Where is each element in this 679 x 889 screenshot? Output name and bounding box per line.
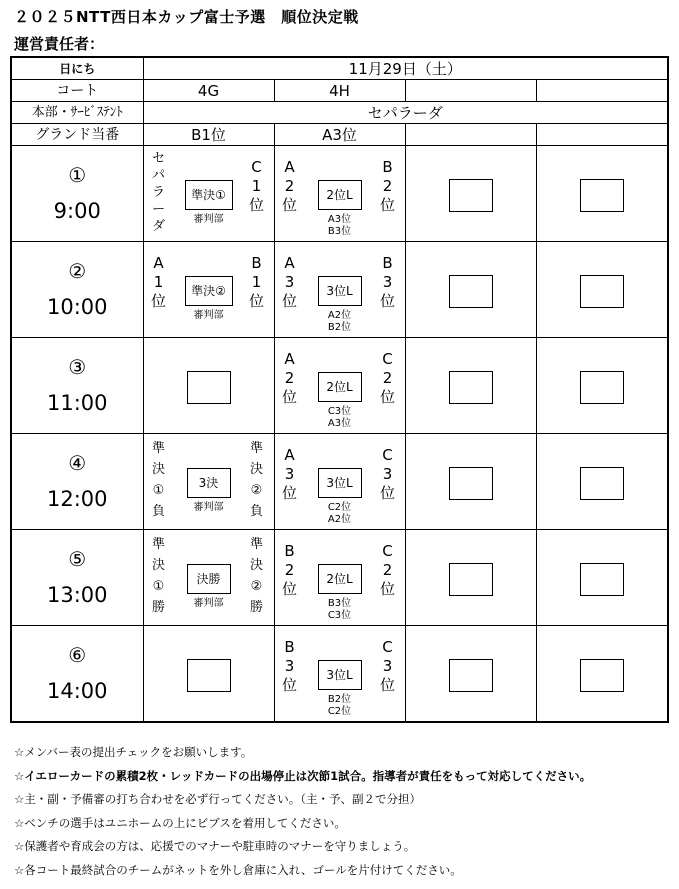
row-number: ①: [68, 162, 87, 187]
empty-court-cell: [536, 146, 668, 242]
court-4h-match: [274, 434, 405, 530]
team-left: A 2 位: [281, 350, 297, 406]
note-card-suspension: ☆イエローカードの累積2枚・レッドカードの出場停止は次節1試合。指導者が責任をもって対応してください。: [14, 768, 592, 783]
score-box: 2位L: [318, 372, 362, 402]
empty-score-box: [449, 371, 493, 404]
referee: A3位 B3位: [327, 214, 352, 237]
empty-court-cell: [536, 242, 668, 338]
match-row: [11, 530, 668, 626]
court-4g-match: [143, 530, 274, 626]
referee: C3位 A3位: [327, 406, 352, 429]
team-left: 準 決 ① 負: [151, 441, 165, 519]
referee: 審判部: [193, 214, 224, 225]
empty-court-cell: [143, 626, 274, 723]
manager-label: 運営責任者：: [14, 35, 105, 53]
ground-duty-label: グランド当番: [11, 124, 143, 146]
row-time: 10:00: [46, 294, 108, 319]
hq-label: 本部・ｻｰﾋﾞｽﾃﾝﾄ: [11, 102, 143, 124]
court-1: 4G: [143, 80, 274, 102]
note-referee-briefing: ☆主・副・予備審の打ち合わせを必ず行ってください。（主・予、副２で分担）: [14, 792, 422, 806]
match-row: [11, 626, 668, 723]
page-title: ２０２５NTT西日本カップ富士予選 順位決定戦: [14, 8, 359, 26]
score-box: 決勝: [187, 564, 231, 594]
row-time: 9:00: [53, 198, 101, 223]
empty-score-box: [580, 275, 624, 308]
score-box: 3位L: [318, 660, 362, 690]
empty-court-cell: [536, 338, 668, 434]
referee: 審判部: [193, 502, 224, 513]
empty-score-box: [580, 659, 624, 692]
note-member-list: ☆メンバー表の提出チェックをお願いします。: [14, 745, 253, 759]
score-box: 準決①: [185, 180, 233, 210]
court-4: [536, 80, 668, 102]
court-2: 4H: [274, 80, 405, 102]
empty-score-box: [187, 371, 231, 404]
ground-duty-1: B1位: [143, 124, 274, 146]
empty-court-cell: [143, 338, 274, 434]
team-left: セ パ ラ ー ダ: [151, 151, 165, 234]
team-right: B 3 位: [379, 254, 395, 310]
score-box: 2位L: [318, 564, 362, 594]
court-3: [405, 80, 536, 102]
court-label: コート: [11, 80, 143, 102]
score-box: 準決②: [185, 276, 233, 306]
row-number: ⑥: [68, 642, 87, 667]
row-label: [11, 338, 143, 434]
team-right: B 2 位: [379, 158, 395, 214]
row-time: 12:00: [46, 486, 108, 511]
row-time: 11:00: [46, 390, 108, 415]
row-number: ④: [68, 450, 87, 475]
row-time: 14:00: [46, 678, 108, 703]
empty-court-cell: [536, 626, 668, 723]
empty-score-box: [580, 371, 624, 404]
match-row: [11, 146, 668, 242]
empty-score-box: [580, 179, 624, 212]
row-label: [11, 626, 143, 723]
empty-court-cell: [405, 530, 536, 626]
score-box: 2位L: [318, 180, 362, 210]
empty-court-cell: [536, 530, 668, 626]
empty-score-box: [449, 275, 493, 308]
notes: [14, 741, 591, 882]
team-right: 準 決 ② 勝: [249, 537, 263, 615]
referee: B3位 C3位: [327, 598, 352, 621]
team-left: 準 決 ① 勝: [151, 537, 165, 615]
referee: C2位 A2位: [327, 502, 352, 525]
schedule-table: [10, 56, 669, 723]
court-4h-match: [274, 626, 405, 723]
empty-score-box: [580, 467, 624, 500]
score-box: 3位L: [318, 276, 362, 306]
empty-court-cell: [405, 434, 536, 530]
empty-court-cell: [405, 146, 536, 242]
date-value: 11月29日（土）: [143, 57, 668, 80]
empty-court-cell: [405, 242, 536, 338]
team-right: 準 決 ② 負: [249, 441, 263, 519]
score-box: 3位L: [318, 468, 362, 498]
team-right: B 1 位: [248, 254, 264, 310]
row-label: [11, 434, 143, 530]
ground-duty-2: A3位: [274, 124, 405, 146]
team-right: C 2 位: [379, 542, 395, 598]
note-bibs: ☆ベンチの選手はユニホームの上にビブスを着用してください。: [14, 815, 346, 830]
team-right: C 3 位: [379, 446, 395, 502]
note-manners: ☆保護者や育成会の方は、応援でのマナーや駐車時のマナーを守りましょう。: [14, 839, 416, 853]
date-label: 日にち: [11, 57, 143, 80]
ground-duty-3: [405, 124, 536, 146]
team-right: C 1 位: [248, 158, 264, 214]
referee: A2位 B2位: [327, 310, 352, 333]
empty-court-cell: [536, 434, 668, 530]
empty-score-box: [449, 659, 493, 692]
empty-score-box: [449, 467, 493, 500]
match-row: [11, 242, 668, 338]
row-number: ⑤: [68, 546, 87, 571]
court-4g-match: [143, 146, 274, 242]
match-row: [11, 338, 668, 434]
referee: 審判部: [193, 310, 224, 321]
team-left: A 1 位: [150, 254, 166, 310]
referee: B2位 C2位: [327, 694, 352, 717]
note-cleanup: ☆各コート最終試合のチームがネットを外し倉庫に入れ、ゴールを片付けてください。: [14, 862, 462, 877]
empty-score-box: [580, 563, 624, 596]
team-right: C 2 位: [379, 350, 395, 406]
referee: 審判部: [193, 598, 224, 609]
team-left: B 2 位: [281, 542, 297, 598]
team-left: A 3 位: [281, 446, 297, 502]
row-label: [11, 146, 143, 242]
empty-score-box: [449, 563, 493, 596]
court-4h-match: [274, 146, 405, 242]
team-left: B 3 位: [281, 638, 297, 694]
empty-score-box: [187, 659, 231, 692]
ground-duty-4: [536, 124, 668, 146]
court-4h-match: [274, 242, 405, 338]
empty-score-box: [449, 179, 493, 212]
court-4g-match: [143, 242, 274, 338]
row-label: [11, 530, 143, 626]
row-number: ③: [68, 354, 87, 379]
team-left: A 3 位: [281, 254, 297, 310]
score-box: 3決: [187, 468, 231, 498]
empty-court-cell: [405, 626, 536, 723]
court-4h-match: [274, 530, 405, 626]
row-label: [11, 242, 143, 338]
match-row: [11, 434, 668, 530]
court-4g-match: [143, 434, 274, 530]
court-4h-match: [274, 338, 405, 434]
empty-court-cell: [405, 338, 536, 434]
hq-value: セパラーダ: [143, 102, 668, 124]
team-left: A 2 位: [281, 158, 297, 214]
team-right: C 3 位: [379, 638, 395, 694]
row-time: 13:00: [46, 582, 108, 607]
row-number: ②: [68, 258, 87, 283]
